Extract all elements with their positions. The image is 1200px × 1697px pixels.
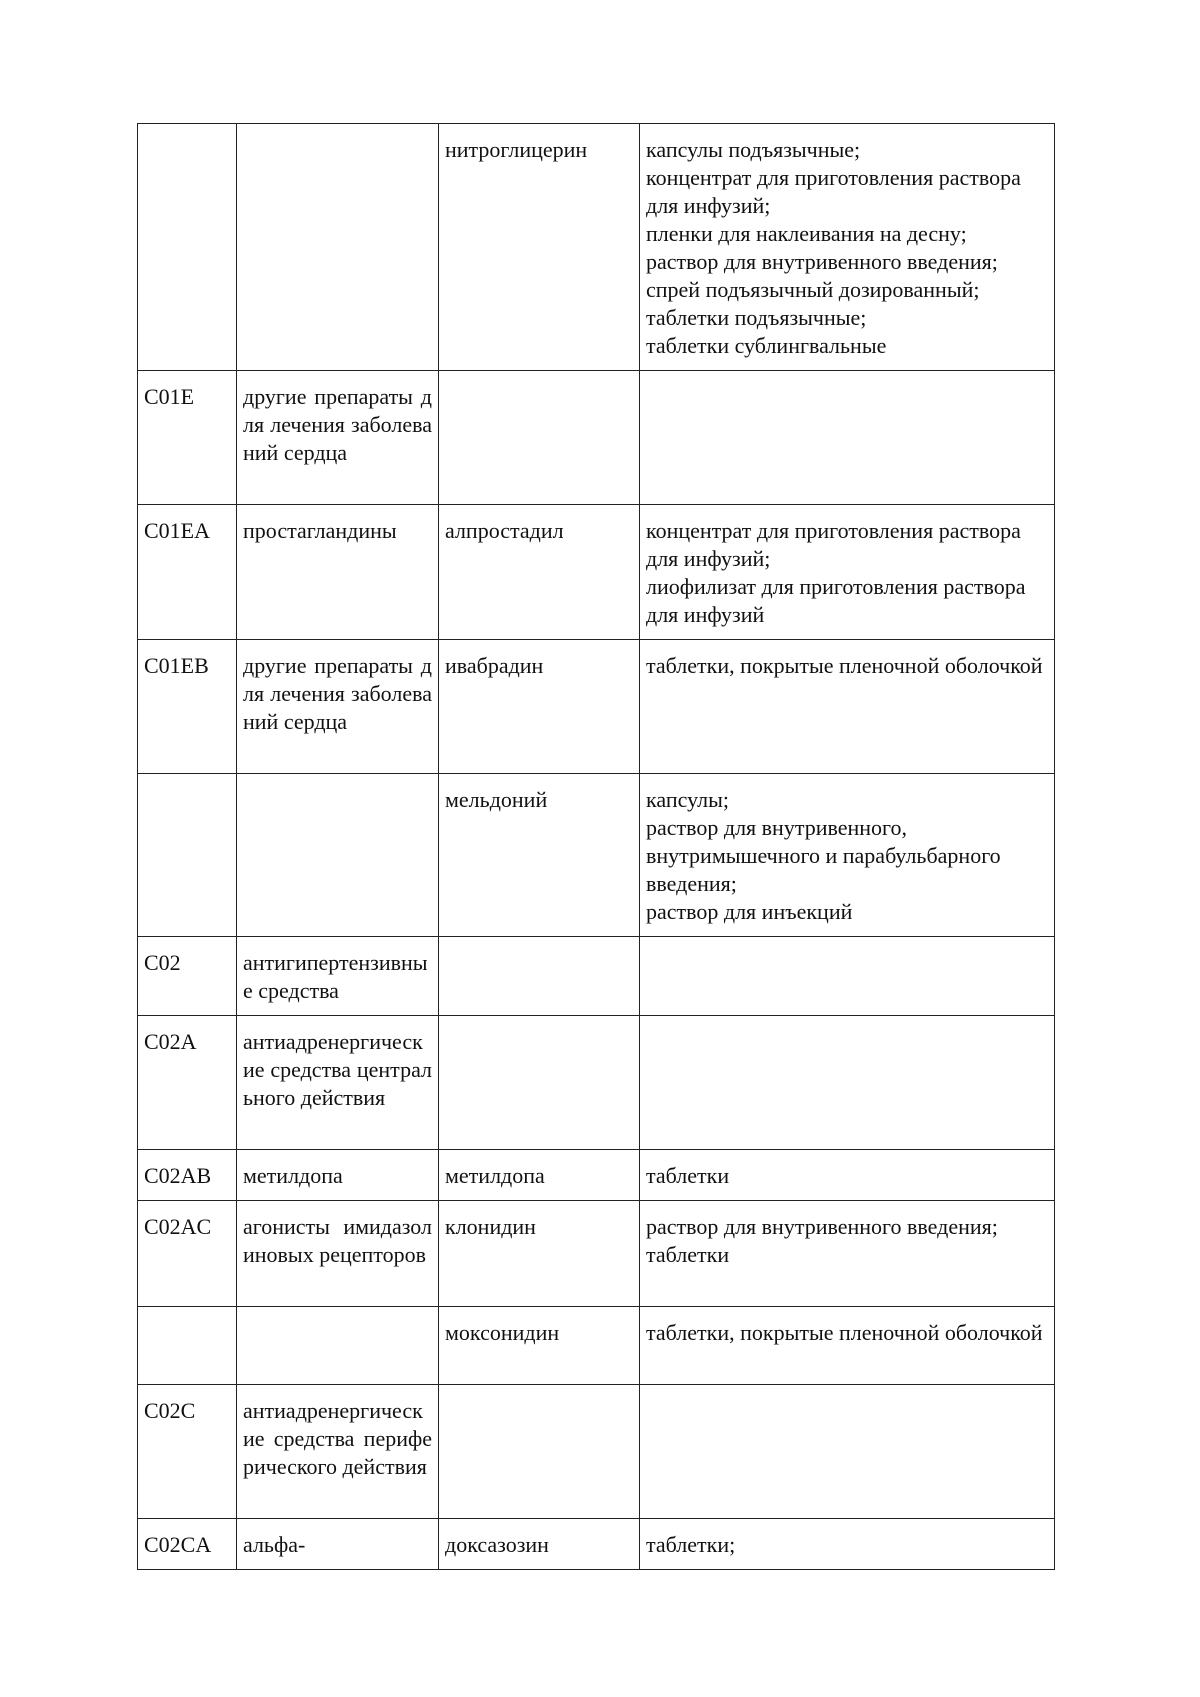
group-name-cell: [237, 124, 439, 371]
group-name-cell: другие препараты для лечения заболеваний сердца: [237, 371, 439, 505]
dosage-form: таблетки, покрытые пленочной оболочкой: [646, 1320, 1043, 1345]
table-row: [138, 371, 1055, 505]
dosage-forms-cell: [640, 371, 1055, 505]
group-name-cell: другие препараты для лечения заболеваний сердца: [237, 640, 439, 774]
table-row: [138, 640, 1055, 774]
group-name-cell: антиадренергические средства периферического действия: [237, 1385, 439, 1519]
table-row: [138, 1519, 1055, 1570]
dosage-forms-cell: [640, 1385, 1055, 1519]
table-row: [138, 1201, 1055, 1307]
drug-name-cell: [439, 1385, 640, 1519]
atc-code-cell: C02A: [138, 1016, 237, 1150]
drug-name-cell: [439, 371, 640, 505]
dosage-form: лиофилизат для приготовления раствора для инфузий: [646, 574, 1026, 627]
table-row: [138, 124, 1055, 371]
table-row: [138, 505, 1055, 640]
drug-name-cell: [439, 937, 640, 1016]
table-row: [138, 1016, 1055, 1150]
drug-table-body: [138, 124, 1055, 1570]
dosage-form: раствор для инъекций: [646, 899, 853, 924]
atc-code-cell: C02CA: [138, 1519, 237, 1570]
group-name-cell: антигипертензивные средства: [237, 937, 439, 1016]
dosage-form: раствор для внутривенного, внутримышечного и парабульбарного введения;: [646, 815, 1001, 896]
dosage-form: таблетки: [646, 1242, 730, 1267]
group-name-cell: [237, 774, 439, 937]
drug-name-cell: клонидин: [439, 1201, 640, 1307]
dosage-form: таблетки подъязычные;: [646, 305, 867, 330]
drug-name-cell: [439, 1016, 640, 1150]
atc-code-cell: [138, 774, 237, 937]
dosage-forms-cell: [640, 1201, 1055, 1307]
dosage-form: таблетки: [646, 1163, 730, 1188]
drug-name-cell: моксонидин: [439, 1307, 640, 1385]
drug-name-cell: ивабрадин: [439, 640, 640, 774]
dosage-form: раствор для внутривенного введения;: [646, 249, 998, 274]
dosage-form: таблетки;: [646, 1532, 736, 1557]
dosage-forms-cell: [640, 1016, 1055, 1150]
dosage-forms-cell: [640, 505, 1055, 640]
atc-code-cell: [138, 1307, 237, 1385]
dosage-form: концентрат для приготовления раствора для инфузий;: [646, 518, 1021, 571]
dosage-form: раствор для внутривенного введения;: [646, 1214, 998, 1239]
atc-code-cell: C02: [138, 937, 237, 1016]
group-name-cell: простагландины: [237, 505, 439, 640]
drug-name-cell: доксазозин: [439, 1519, 640, 1570]
atc-code-cell: C02AC: [138, 1201, 237, 1307]
dosage-forms-cell: [640, 640, 1055, 774]
dosage-form: пленки для наклеивания на десну;: [646, 221, 967, 246]
table-row: [138, 937, 1055, 1016]
drug-name-cell: алпростадил: [439, 505, 640, 640]
atc-code-cell: C01EA: [138, 505, 237, 640]
drug-name-cell: метилдопа: [439, 1150, 640, 1201]
table-row: [138, 774, 1055, 937]
atc-code-cell: C02C: [138, 1385, 237, 1519]
group-name-cell: метилдопа: [237, 1150, 439, 1201]
atc-code-cell: C01EB: [138, 640, 237, 774]
atc-code-cell: [138, 124, 237, 371]
dosage-forms-cell: [640, 1307, 1055, 1385]
table-row: [138, 1307, 1055, 1385]
dosage-form: концентрат для приготовления раствора для инфузий;: [646, 165, 1021, 218]
dosage-forms-cell: [640, 1519, 1055, 1570]
dosage-form: капсулы;: [646, 787, 729, 812]
drug-name-cell: мельдоний: [439, 774, 640, 937]
group-name-cell: [237, 1307, 439, 1385]
drug-table: [137, 123, 1055, 1570]
table-row: [138, 1150, 1055, 1201]
dosage-form: спрей подъязычный дозированный;: [646, 277, 980, 302]
dosage-form: капсулы подъязычные;: [646, 137, 861, 162]
atc-code-cell: C01E: [138, 371, 237, 505]
group-name-cell: антиадренергические средства центрального действия: [237, 1016, 439, 1150]
group-name-cell: альфа-: [237, 1519, 439, 1570]
drug-name-cell: нитроглицерин: [439, 124, 640, 371]
dosage-forms-cell: [640, 124, 1055, 371]
dosage-forms-cell: [640, 937, 1055, 1016]
group-name-cell: агонисты имидазолиновых рецепторов: [237, 1201, 439, 1307]
dosage-forms-cell: [640, 1150, 1055, 1201]
dosage-forms-cell: [640, 774, 1055, 937]
atc-code-cell: C02AB: [138, 1150, 237, 1201]
table-row: [138, 1385, 1055, 1519]
dosage-form: таблетки сублингвальные: [646, 333, 887, 358]
dosage-form: таблетки, покрытые пленочной оболочкой: [646, 653, 1043, 678]
